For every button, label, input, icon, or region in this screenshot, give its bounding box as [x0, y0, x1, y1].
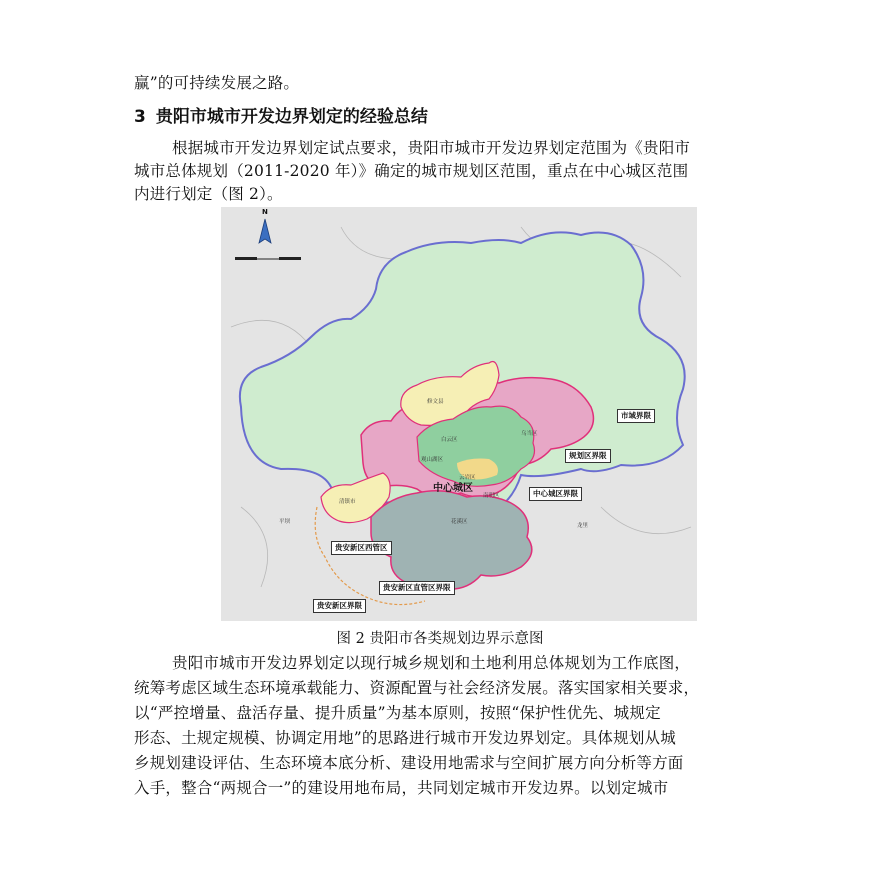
section-heading — [134, 102, 428, 127]
paragraph-line: 入手，整合“两规合一”的建设用地布局，共同划定城市开发边界。以划定城市 — [134, 779, 669, 797]
district-label: 修文县 — [427, 399, 444, 405]
district-label: 龙里 — [577, 523, 589, 529]
paragraph-line: 城市总体规划（2011-2020 年）》确定的城市规划区范围，重点在中心城区范围 — [134, 162, 689, 180]
district-label: 清镇市 — [339, 499, 356, 505]
continued-text-line: 赢”的可持续发展之路。 — [134, 74, 300, 92]
district-label: 乌当区 — [521, 431, 538, 437]
boundary-map-figure — [221, 207, 697, 621]
district-label: 白云区 — [441, 437, 458, 443]
planning-boundary-label: 规划区界限 — [565, 449, 611, 463]
paragraph-line: 内进行划定（图 2）。 — [134, 185, 283, 203]
paragraph-line: 贵阳市城市开发边界划定以现行城乡规划和土地利用总体规划为工作底图， — [172, 654, 691, 672]
central-district-label: 中心城区 — [433, 483, 473, 494]
north-label: N — [262, 208, 268, 216]
paragraph-line: 根据城市开发边界划定试点要求，贵阳市城市开发边界划定范围为《贵阳市 — [172, 139, 691, 157]
guian-direct-label: 贵安新区直管区界限 — [379, 581, 455, 595]
city-boundary-label: 市域界限 — [617, 409, 655, 423]
paragraph-line: 以“严控增量、盘活存量、提升质量”为基本原则，按照“保护性优先、城规定 — [134, 704, 661, 722]
section-title: 贵阳市城市开发边界划定的经验总结 — [155, 107, 428, 127]
central-boundary-label: 中心城区界限 — [529, 487, 582, 501]
guian-boundary-label: 贵安新区界限 — [313, 599, 366, 613]
paragraph-line: 形态、土规定规模、协调定用地”的思路进行城市开发边界划定。具体规划从城 — [134, 729, 676, 747]
district-label: 花溪区 — [451, 519, 468, 525]
paragraph-line: 乡规划建设评估、生态环境本底分析、建设用地需求与空间扩展方向分析等方面 — [134, 754, 684, 772]
section-number: 3 — [134, 107, 146, 127]
district-label: 南明区 — [483, 493, 500, 499]
district-label: 云岩区 — [459, 475, 476, 481]
figure-caption: 图 2 贵阳市各类规划边界示意图 — [336, 631, 544, 647]
district-label: 平坝 — [279, 519, 291, 525]
guian-west-label: 贵安新区西管区 — [331, 541, 392, 555]
paragraph-line: 统筹考虑区域生态环境承载能力、资源配置与社会经济发展。落实国家相关要求， — [134, 679, 700, 697]
district-label: 观山湖区 — [421, 457, 444, 463]
